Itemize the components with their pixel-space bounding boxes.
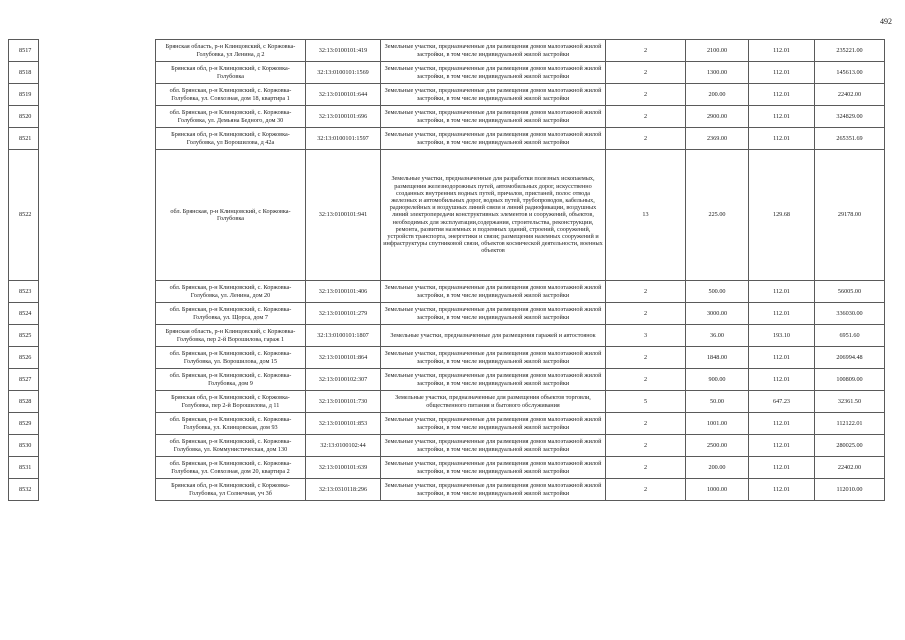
spacer-cell <box>39 150 156 281</box>
table-row <box>9 106 885 128</box>
land-use-cell: Земельные участки, предназначенные для размещения гаражей и автостоянок <box>381 325 606 347</box>
row-number: 8517 <box>9 40 39 62</box>
specific-value-cell: 112.01 <box>749 106 815 128</box>
table-row <box>9 150 885 281</box>
cadastral-value-cell: 6951.60 <box>815 325 885 347</box>
cadastral-number-cell: 32:13:0100101:279 <box>306 303 381 325</box>
row-number: 8518 <box>9 62 39 84</box>
address-cell: обл. Брянская, р-н Клинцовский, с. Коржовка-Голубовка, ул. Клинцовская, дом 93 <box>156 413 306 435</box>
cadastral-number-cell: 32:13:0100102:307 <box>306 369 381 391</box>
table-row <box>9 84 885 106</box>
address-cell: обл. Брянская, р-н Клинцовский, с. Коржовка-Голубовка, ул. Демьяна Бедного, дом 30 <box>156 106 306 128</box>
land-use-cell: Земельные участки, предназначенные для размещения домов малоэтажной жилой застройки, в том числе индивидуальной жилой застройки <box>381 62 606 84</box>
land-use-cell: Земельные участки, предназначенные для размещения домов малоэтажной жилой застройки, в том числе индивидуальной жилой застройки <box>381 347 606 369</box>
area-cell: 2900.00 <box>686 106 749 128</box>
row-number: 8519 <box>9 84 39 106</box>
page-number: 492 <box>880 17 892 26</box>
specific-value-cell: 112.01 <box>749 84 815 106</box>
cadastral-value-cell: 206994.48 <box>815 347 885 369</box>
cadastral-number-cell: 32:13:0100101:941 <box>306 150 381 281</box>
area-cell: 50.00 <box>686 391 749 413</box>
cadastral-number-cell: 32:13:0100101:644 <box>306 84 381 106</box>
address-cell: обл. Брянская, р-н Клинцовский, с. Коржовка-Голубовка, ул. Совхозная, дом 18, квартира 1 <box>156 84 306 106</box>
area-cell: 500.00 <box>686 281 749 303</box>
row-number: 8531 <box>9 457 39 479</box>
land-use-cell: Земельные участки, предназначенные для размещения домов малоэтажной жилой застройки, в том числе индивидуальной жилой застройки <box>381 281 606 303</box>
group-code-cell: 5 <box>606 391 686 413</box>
address-cell: Брянская область, р-н Клинцовский, с Коржовка-Голубовка, ул Ленина, д 2 <box>156 40 306 62</box>
area-cell: 1000.00 <box>686 479 749 501</box>
group-code-cell: 2 <box>606 40 686 62</box>
area-cell: 3000.00 <box>686 303 749 325</box>
specific-value-cell: 112.01 <box>749 457 815 479</box>
specific-value-cell: 112.01 <box>749 413 815 435</box>
specific-value-cell: 112.01 <box>749 369 815 391</box>
land-use-cell: Земельные участки, предназначенные для размещения домов малоэтажной жилой застройки, в том числе индивидуальной жилой застройки <box>381 128 606 150</box>
cadastral-value-cell: 336030.00 <box>815 303 885 325</box>
cadastral-value-cell: 324829.00 <box>815 106 885 128</box>
row-number: 8525 <box>9 325 39 347</box>
group-code-cell: 2 <box>606 106 686 128</box>
cadastral-value-cell: 100809.00 <box>815 369 885 391</box>
table-row <box>9 413 885 435</box>
area-cell: 900.00 <box>686 369 749 391</box>
address-cell: Брянская область, р-н Клинцовский, с Коржовка-Голубовка, пер 2-й Ворошилова, гараж 1 <box>156 325 306 347</box>
specific-value-cell: 112.01 <box>749 62 815 84</box>
specific-value-cell: 112.01 <box>749 435 815 457</box>
group-code-cell: 2 <box>606 369 686 391</box>
spacer-cell <box>39 479 156 501</box>
area-cell: 1300.00 <box>686 62 749 84</box>
address-cell: обл. Брянская, р-н Клинцовский, с. Коржовка-Голубовка, ул. Щорса, дом 7 <box>156 303 306 325</box>
cadastral-value-cell: 56005.00 <box>815 281 885 303</box>
land-use-cell: Земельные участки, предназначенные для размещения объектов торговли, общественного питания и бытового обслуживания <box>381 391 606 413</box>
cadastral-value-cell: 29178.00 <box>815 150 885 281</box>
row-number: 8528 <box>9 391 39 413</box>
table-row <box>9 391 885 413</box>
specific-value-cell: 112.01 <box>749 281 815 303</box>
area-cell: 1848.00 <box>686 347 749 369</box>
table-row <box>9 325 885 347</box>
cadastral-number-cell: 32:13:0100101:730 <box>306 391 381 413</box>
land-use-cell: Земельные участки, предназначенные для размещения домов малоэтажной жилой застройки, в том числе индивидуальной жилой застройки <box>381 303 606 325</box>
table-row <box>9 62 885 84</box>
table-row <box>9 435 885 457</box>
address-cell: Брянская обл, р-н Клинцовский, с Коржовка-Голубовка, ул Ворошилова, д 42а <box>156 128 306 150</box>
cadastral-number-cell: 32:13:0100102:44 <box>306 435 381 457</box>
spacer-cell <box>39 391 156 413</box>
cadastral-value-cell: 22402.00 <box>815 457 885 479</box>
specific-value-cell: 112.01 <box>749 479 815 501</box>
specific-value-cell: 112.01 <box>749 40 815 62</box>
table-row <box>9 369 885 391</box>
group-code-cell: 2 <box>606 62 686 84</box>
area-cell: 36.00 <box>686 325 749 347</box>
land-use-cell: Земельные участки, предназначенные для размещения домов малоэтажной жилой застройки, в том числе индивидуальной жилой застройки <box>381 84 606 106</box>
group-code-cell: 3 <box>606 325 686 347</box>
cadastral-number-cell: 32:13:0100101:696 <box>306 106 381 128</box>
address-cell: обл. Брянская, р-н Клинцовский, с. Коржовка-Голубовка, ул. Коммунистическая, дом 130 <box>156 435 306 457</box>
address-cell: обл. Брянская, р-н Клинцовский, с. Коржовка-Голубовка, ул. Совхозная, дом 20, квартира 2 <box>156 457 306 479</box>
cadastral-number-cell: 32:13:0100101:639 <box>306 457 381 479</box>
cadastral-number-cell: 32:13:0100101:864 <box>306 347 381 369</box>
cadastral-number-cell: 32:13:0100101:419 <box>306 40 381 62</box>
spacer-cell <box>39 369 156 391</box>
spacer-cell <box>39 84 156 106</box>
address-cell: Брянская обл, р-н Клинцовский, с Коржовка-Голубовка <box>156 62 306 84</box>
spacer-cell <box>39 435 156 457</box>
specific-value-cell: 112.01 <box>749 303 815 325</box>
cadastral-value-cell: 145613.00 <box>815 62 885 84</box>
row-number: 8524 <box>9 303 39 325</box>
land-use-cell: Земельные участки, предназначенные для размещения домов малоэтажной жилой застройки, в том числе индивидуальной жилой застройки <box>381 369 606 391</box>
spacer-cell <box>39 457 156 479</box>
spacer-cell <box>39 281 156 303</box>
area-cell: 2100.00 <box>686 40 749 62</box>
address-cell: Брянская обл, р-н Клинцовский, с Коржовка-Голубовка, пер 2-й Ворошилова, д 11 <box>156 391 306 413</box>
table-row <box>9 303 885 325</box>
cadastral-value-cell: 280025.00 <box>815 435 885 457</box>
row-number: 8520 <box>9 106 39 128</box>
group-code-cell: 13 <box>606 150 686 281</box>
group-code-cell: 2 <box>606 413 686 435</box>
cadastral-number-cell: 32:13:0100101:853 <box>306 413 381 435</box>
row-number: 8530 <box>9 435 39 457</box>
spacer-cell <box>39 303 156 325</box>
cadastral-number-cell: 32:13:0100101:1597 <box>306 128 381 150</box>
cadastral-value-cell: 32361.50 <box>815 391 885 413</box>
land-use-cell: Земельные участки, предназначенные для размещения домов малоэтажной жилой застройки, в том числе индивидуальной жилой застройки <box>381 106 606 128</box>
cadastral-value-cell: 112122.01 <box>815 413 885 435</box>
row-number: 8523 <box>9 281 39 303</box>
group-code-cell: 2 <box>606 347 686 369</box>
area-cell: 225.00 <box>686 150 749 281</box>
group-code-cell: 2 <box>606 84 686 106</box>
spacer-cell <box>39 62 156 84</box>
cadastral-value-cell: 112010.00 <box>815 479 885 501</box>
land-use-cell: Земельные участки, предназначенные для размещения домов малоэтажной жилой застройки, в том числе индивидуальной жилой застройки <box>381 457 606 479</box>
spacer-cell <box>39 347 156 369</box>
area-cell: 2500.00 <box>686 435 749 457</box>
address-cell: обл. Брянская, р-н Клинцовский, с. Коржовка-Голубовка, ул. Ворошилова, дом 15 <box>156 347 306 369</box>
table-row <box>9 457 885 479</box>
cadastral-value-cell: 235221.00 <box>815 40 885 62</box>
address-cell: обл. Брянская, р-н Клинцовский, с. Коржовка-Голубовка, ул. Ленина, дом 20 <box>156 281 306 303</box>
group-code-cell: 2 <box>606 479 686 501</box>
cadastral-number-cell: 32:13:0310118:296 <box>306 479 381 501</box>
land-use-cell: Земельные участки, предназначенные для разработки полезных ископаемых, размещения железнодорожных путей, автомобильных дорог, искусственно созданных внутренних водных путей, причалов, пристаней, полос отвода железных и автомобильных дорог, водных путей, трубопроводов, кабельных, радиорелейных и воздушных линий связи и линий радиофикации, воздушных линий электропередачи конструктивных элементов и сооружений, объектов, необходимых для эксплуатации,содержания, строительства, реконструкции, ремонта, развития наземных и подземных зданий, строений, сооружений, устройств транспорта, энергетики и связи; размещения наземных сооружений и инфраструктуры спутниковой связи, объектов космической деятельности, военных объектов <box>381 150 606 281</box>
spacer-cell <box>39 40 156 62</box>
row-number: 8527 <box>9 369 39 391</box>
area-cell: 1001.00 <box>686 413 749 435</box>
address-cell: обл. Брянская, р-н Клинцовский, с. Коржовка-Голубовка, дом 9 <box>156 369 306 391</box>
spacer-cell <box>39 106 156 128</box>
group-code-cell: 2 <box>606 128 686 150</box>
table-body <box>9 40 885 501</box>
address-cell: обл. Брянская, р-н Клинцовский, с Коржовка-Голубовка <box>156 150 306 281</box>
row-number: 8529 <box>9 413 39 435</box>
land-use-cell: Земельные участки, предназначенные для размещения домов малоэтажной жилой застройки, в том числе индивидуальной жилой застройки <box>381 435 606 457</box>
table-row <box>9 40 885 62</box>
cadastral-number-cell: 32:13:0100101:406 <box>306 281 381 303</box>
area-cell: 2369.00 <box>686 128 749 150</box>
specific-value-cell: 129.68 <box>749 150 815 281</box>
row-number: 8532 <box>9 479 39 501</box>
cadastral-value-cell: 22402.00 <box>815 84 885 106</box>
cadastral-value-table <box>8 39 885 501</box>
address-cell: Брянская обл, р-н Клинцовский, с Коржовка-Голубовка, ул Солнечная, уч 3б <box>156 479 306 501</box>
area-cell: 200.00 <box>686 84 749 106</box>
land-use-cell: Земельные участки, предназначенные для размещения домов малоэтажной жилой застройки, в том числе индивидуальной жилой застройки <box>381 40 606 62</box>
group-code-cell: 2 <box>606 303 686 325</box>
table-row <box>9 479 885 501</box>
group-code-cell: 2 <box>606 435 686 457</box>
group-code-cell: 2 <box>606 457 686 479</box>
cadastral-value-cell: 265351.69 <box>815 128 885 150</box>
spacer-cell <box>39 413 156 435</box>
row-number: 8526 <box>9 347 39 369</box>
spacer-cell <box>39 128 156 150</box>
cadastral-number-cell: 32:13:0100101:1569 <box>306 62 381 84</box>
cadastral-number-cell: 32:13:0100101:1807 <box>306 325 381 347</box>
specific-value-cell: 647.23 <box>749 391 815 413</box>
land-use-cell: Земельные участки, предназначенные для размещения домов малоэтажной жилой застройки, в том числе индивидуальной жилой застройки <box>381 479 606 501</box>
specific-value-cell: 193.10 <box>749 325 815 347</box>
area-cell: 200.00 <box>686 457 749 479</box>
row-number: 8521 <box>9 128 39 150</box>
spacer-cell <box>39 325 156 347</box>
specific-value-cell: 112.01 <box>749 347 815 369</box>
row-number: 8522 <box>9 150 39 281</box>
table-row <box>9 128 885 150</box>
specific-value-cell: 112.01 <box>749 128 815 150</box>
table-row <box>9 347 885 369</box>
table-row <box>9 281 885 303</box>
land-use-cell: Земельные участки, предназначенные для размещения домов малоэтажной жилой застройки, в том числе индивидуальной жилой застройки <box>381 413 606 435</box>
group-code-cell: 2 <box>606 281 686 303</box>
